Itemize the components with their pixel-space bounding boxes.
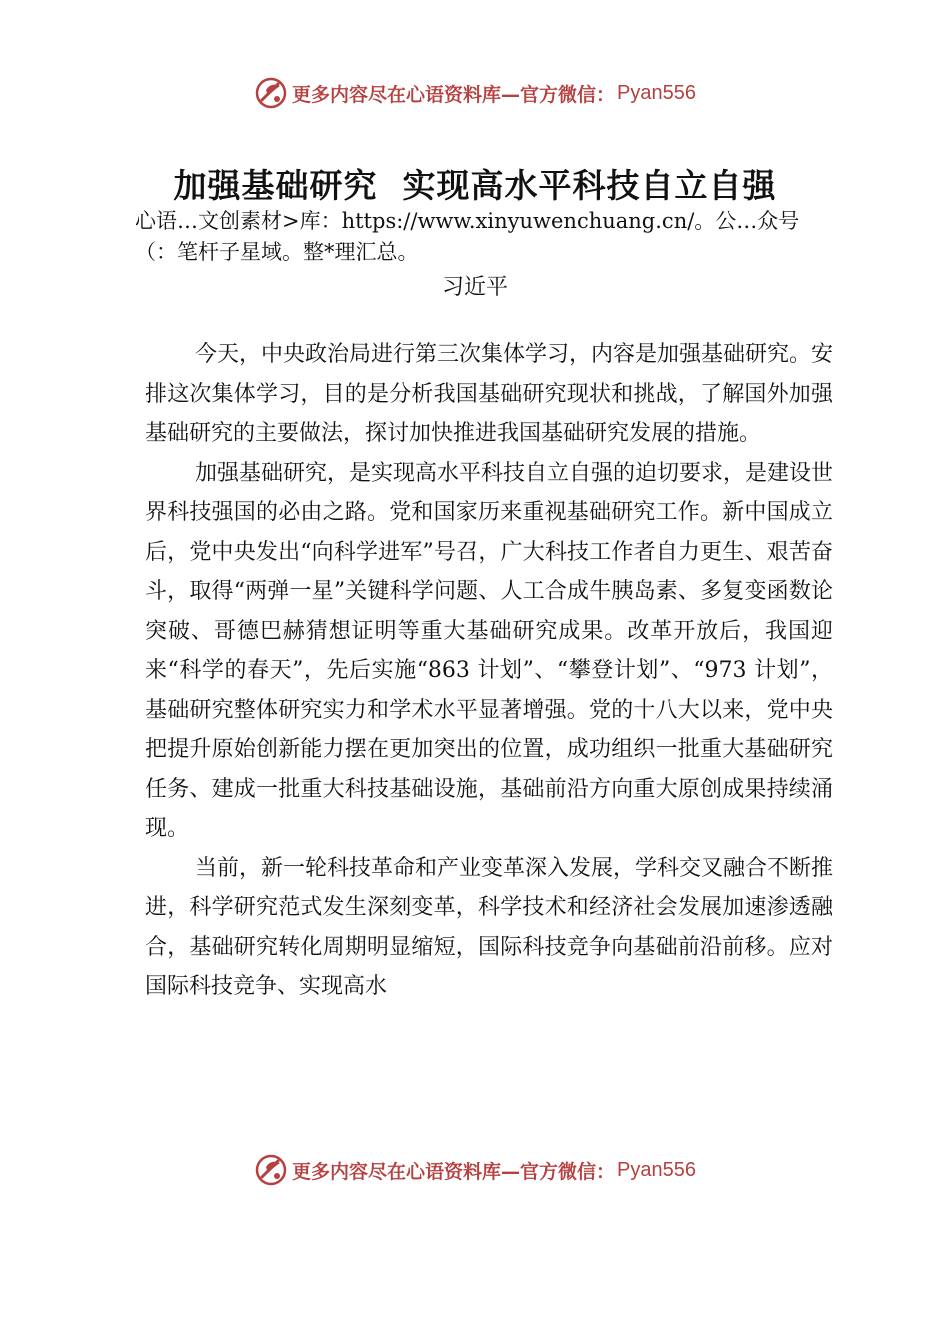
header-banner [0, 73, 950, 113]
paragraph: 当前，新一轮科技革命和产业变革深入发展，学科交叉融合不断推进，科学研究范式发生深刻变革，科学技术和经济社会发展加速渗透融合，基础研究转化周期明显缩短，国际科技竞争向基础前沿前移。应对国际科技竞争、实现高水 [145, 855, 834, 999]
banner-wechat-id: Pyan556 [617, 81, 696, 104]
source-line: 心语…文创素材>库：https://www.xinyuwenchuang.cn/。公…众号（：笔杆子星域。整*理汇总。 [135, 209, 800, 264]
article-body [145, 335, 833, 1007]
logo-icon [254, 1153, 288, 1187]
banner-text: 更多内容尽在心语资料库—官方微信： [292, 1160, 616, 1183]
paragraph: 加强基础研究，是实现高水平科技自立自强的迫切要求，是建设世界科技强国的必由之路。党和国家历来重视基础研究工作。新中国成立后，党中央发出“向科学进军”号召，广大科技工作者自力更生、艰苦奋斗，取得“两弹一星”关键科学问题、人工合成牛胰岛素、多复变函数论突破、哥德巴赫猜想证明等重大基础研究成果。改革开放后，我国迎来“科学的春天”，先后实施“863 计划”、“攀登计划”、“973 计划”，基础研究整体研究实力和学术水平显著增强。党的十八大以来，党中央把提升原始创新能力摆在更加突出的位置，成功组织一批重大基础研究任务、建成一批重大科技基础设施，基础前沿方向重大原创成果持续涌现。 [145, 460, 834, 841]
banner-text: 更多内容尽在心语资料库—官方微信： [292, 83, 616, 106]
logo-icon [254, 76, 288, 110]
author-name: 习近平 [441, 275, 508, 300]
banner-wechat-id: Pyan556 [617, 1158, 696, 1181]
document-title: 加强基础研究 实现高水平科技自立自强 [173, 166, 777, 205]
paragraph: 今天，中央政治局进行第三次集体学习，内容是加强基础研究。安排这次集体学习，目的是分析我国基础研究现状和挑战，了解国外加强基础研究的主要做法，探讨加快推进我国基础研究发展的措施。 [145, 342, 834, 446]
footer-banner [0, 1150, 950, 1190]
